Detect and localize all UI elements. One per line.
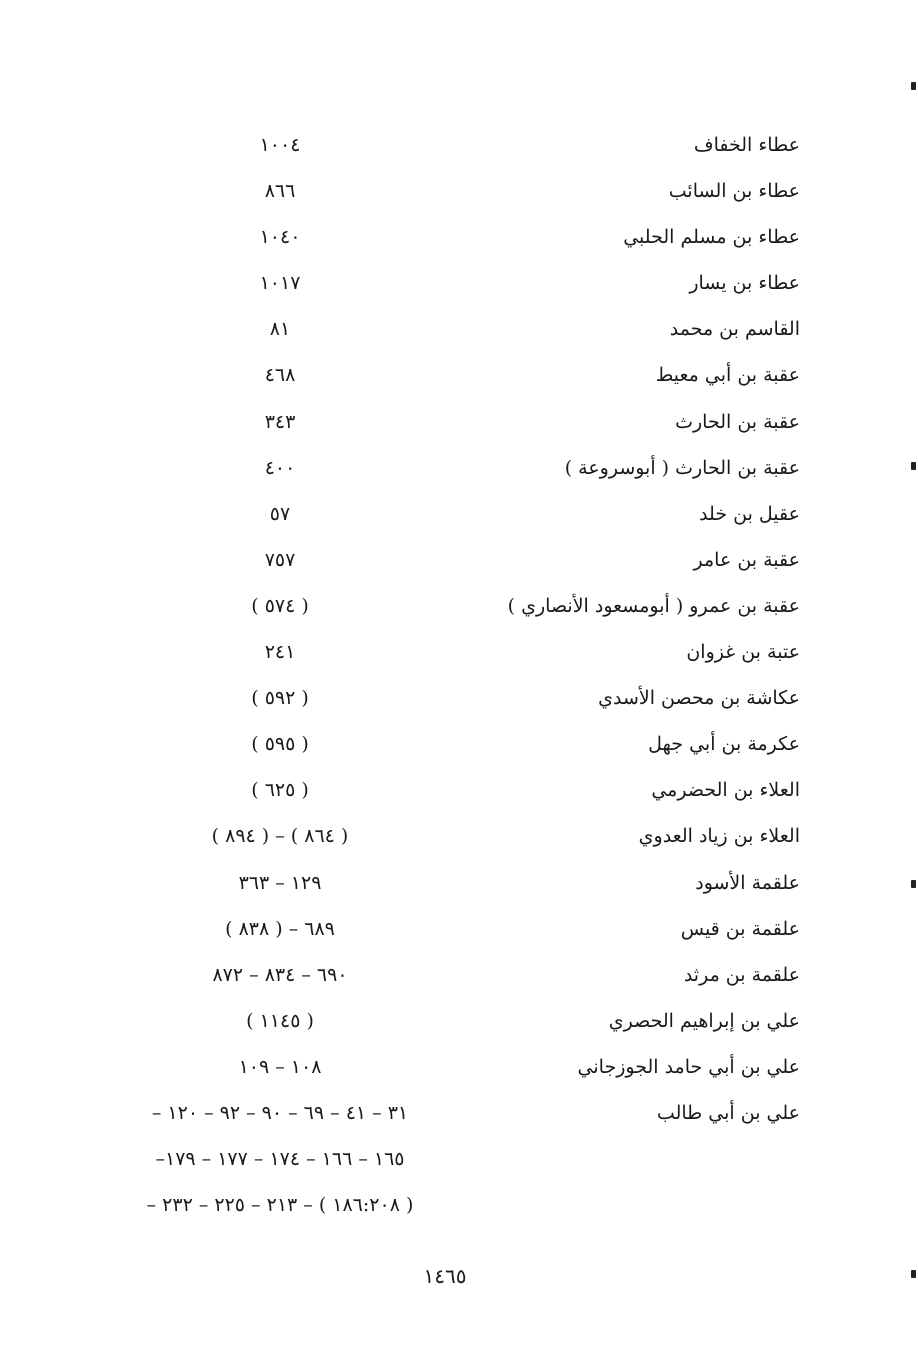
- index-entry: [0, 629, 918, 675]
- entry-name: عقبة بن الحارث ( أبوسروعة ): [564, 456, 800, 479]
- entry-name: عكرمة بن أبي جهل: [648, 733, 800, 756]
- entry-name: عقبة بن أبي معيط: [655, 364, 800, 387]
- index-entry: [0, 168, 918, 214]
- index-entry: [0, 445, 918, 491]
- entry-name: العلاء بن زياد العدوي: [638, 825, 800, 848]
- edge-mark: [911, 880, 916, 888]
- index-entry: [0, 952, 918, 998]
- index-entry: [0, 122, 918, 168]
- entry-name: عطاء بن يسار: [689, 272, 800, 295]
- entry-pages: ٤٦٨: [264, 364, 296, 387]
- index-entry: [0, 906, 918, 952]
- entry-name: العلاء بن الحضرمي: [651, 779, 800, 802]
- index-entries: [0, 122, 918, 1228]
- edge-mark: [911, 82, 916, 90]
- index-entry: [0, 767, 918, 813]
- entry-name: علي بن أبي طالب: [656, 1101, 800, 1124]
- index-entry: [0, 399, 918, 445]
- entry-pages: ٥٧: [269, 502, 291, 525]
- entry-name: علي بن إبراهيم الحصري: [608, 1009, 800, 1032]
- entry-pages: ٣١ – ٤١ – ٦٩ – ٩٠ – ٩٢ – ١٢٠ –: [151, 1101, 409, 1124]
- index-entry: [0, 998, 918, 1044]
- entry-name: علي بن أبي حامد الجوزجاني: [577, 1055, 800, 1078]
- entry-pages: ( ٨٦٤ ) – ( ٨٩٤ ): [211, 825, 349, 848]
- entry-name: عطاء الخفاف: [693, 134, 800, 156]
- entry-pages: ( ٥٩٢ ): [251, 687, 309, 710]
- entry-pages: ( ١٨٦:٢٠٨ ) – ٢١٣ – ٢٢٥ – ٢٣٢ –: [146, 1194, 414, 1217]
- entry-name: القاسم بن محمد: [669, 318, 800, 341]
- entry-pages: ١٢٩ – ٣٦٣: [238, 871, 322, 894]
- edge-mark: [911, 462, 916, 470]
- index-entry: [0, 1136, 918, 1182]
- index-entry: [0, 721, 918, 767]
- entry-name: عطاء بن السائب: [668, 180, 800, 203]
- entry-pages: ٨١: [269, 318, 291, 341]
- entry-name: علقمة الأسود: [695, 871, 800, 894]
- index-entry: [0, 537, 918, 583]
- index-entry: [0, 860, 918, 906]
- entry-pages: ١٠٠٤: [259, 134, 301, 156]
- entry-name: عطاء بن مسلم الحلبي: [623, 226, 800, 249]
- entry-pages: ٦٩٠ – ٨٣٤ – ٨٧٢: [212, 963, 348, 986]
- index-entry: [0, 491, 918, 537]
- index-entry: [0, 214, 918, 260]
- entry-pages: ١٦٥ – ١٦٦ – ١٧٤ – ١٧٧ – ١٧٩–: [155, 1148, 405, 1171]
- entry-pages: ١٠١٧: [259, 272, 301, 295]
- entry-pages: ٦٨٩ – ( ٨٣٨ ): [225, 917, 335, 940]
- entry-name: علقمة بن قيس: [680, 917, 800, 940]
- entry-pages: ٧٥٧: [264, 548, 296, 571]
- index-entry: [0, 352, 918, 398]
- entry-pages: ( ٥٧٤ ): [251, 594, 309, 617]
- index-entry: [0, 306, 918, 352]
- page-number: ١٤٦٥: [423, 1264, 467, 1288]
- entry-name: عقبة بن الحارث: [675, 410, 800, 433]
- index-entry: [0, 813, 918, 859]
- entry-name: عقبة بن عامر: [693, 548, 800, 571]
- entry-pages: ٣٤٣: [264, 410, 296, 433]
- entry-name: عتبة بن غزوان: [686, 641, 800, 664]
- index-entry: [0, 583, 918, 629]
- index-entry: [0, 260, 918, 306]
- entry-name: عقيل بن خلد: [699, 502, 800, 525]
- entry-name: عقبة بن عمرو ( أبومسعود الأنصاري ): [507, 594, 800, 617]
- entry-pages: ٨٦٦: [264, 180, 296, 203]
- index-entry: [0, 675, 918, 721]
- entry-pages: ٢٤١: [264, 641, 296, 664]
- index-entry: [0, 1182, 918, 1228]
- edge-mark: [911, 1270, 916, 1278]
- entry-pages: ( ٦٢٥ ): [251, 779, 309, 802]
- entry-name: عكاشة بن محصن الأسدي: [598, 687, 800, 710]
- index-entry: [0, 1044, 918, 1090]
- entry-pages: ١٠٨ – ١٠٩: [238, 1055, 322, 1078]
- entry-pages: ( ٥٩٥ ): [251, 733, 309, 756]
- entry-pages: ٤٠٠: [264, 456, 296, 479]
- index-entry: [0, 1090, 918, 1136]
- entry-pages: ( ١١٤٥ ): [246, 1009, 314, 1032]
- entry-pages: ١٠٤٠: [259, 226, 301, 249]
- entry-name: علقمة بن مرثد: [683, 963, 800, 986]
